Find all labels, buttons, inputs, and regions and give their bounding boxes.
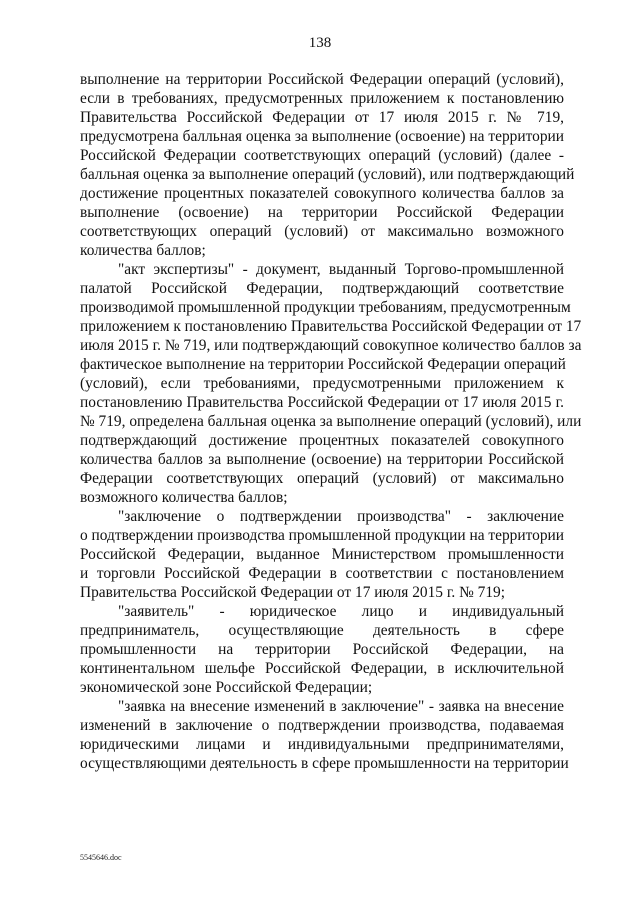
text-line: юридическими лицами и индивидуальными предпринимателями, [80, 736, 564, 753]
text-line: постановлению Правительства Российской Федерации от 17 июля 2015 г. [80, 394, 564, 411]
text-line: изменений в заключение о подтверждении производства, подаваемая [80, 717, 564, 734]
text-line: осуществляющими деятельность в сфере промышленности на территории [80, 755, 569, 772]
text-line: Федерации соответствующих операций (условий) от максимально [80, 470, 564, 487]
paragraph-akt-ekspertizy [80, 260, 582, 507]
text-line: Российской Федерации соответствующих операций (условий) (далее - [80, 147, 564, 164]
text-line: "акт экспертизы" - документ, выданный Торгово-промышленной [118, 261, 564, 278]
text-line: возможного количества баллов; [80, 489, 288, 506]
text-line: Правительства Российской Федерации от 17 июля 2015 г. № 719; [80, 584, 505, 601]
text-line: промышленности на территории Российской Федерации, на [80, 641, 564, 658]
text-line: количества баллов; [80, 242, 206, 259]
text-line: № 719, определена балльная оценка за выполнение операций (условий), или [80, 413, 582, 430]
text-line: континентальном шельфе Российской Федерации, в исключительной [80, 660, 564, 677]
text-line: предприниматель, осуществляющие деятельность в сфере [80, 622, 564, 639]
text-line: производимой промышленной продукции требованиям, предусмотренным [80, 299, 571, 316]
text-line: выполнение (освоение) на территории Российской Федерации [80, 204, 564, 221]
text-line: Правительства Российской Федерации от 17 июля 2015 г. № 719, [80, 109, 564, 126]
text-line: "заявка на внесение изменений в заключение" - заявка на внесение [118, 698, 564, 715]
text-line: "заявитель" - юридическое лицо и индивидуальный [118, 603, 564, 620]
document-body [80, 70, 582, 773]
footer-filename: 5545646.doc [80, 853, 122, 862]
text-line: экономической зоне Российской Федерации; [80, 679, 373, 696]
text-line: "заключение о подтверждении производства" - заключение [118, 508, 564, 525]
text-line: июля 2015 г. № 719, или подтверждающий совокупное количество баллов за [80, 337, 582, 354]
text-line: достижение процентных показателей совокупного количества баллов за [80, 185, 564, 202]
text-line: балльная оценка за выполнение операций (условий), или подтверждающий [80, 166, 575, 183]
text-line: фактическое выполнение на территории Российской Федерации операций [80, 356, 566, 373]
paragraph-zaklyuchenie [80, 507, 564, 602]
text-line: выполнение на территории Российской Федерации операций (условий), [80, 71, 564, 88]
text-line: если в требованиях, предусмотренных приложением к постановлению [80, 90, 564, 107]
text-line: (условий), если требованиями, предусмотренными приложением к [80, 375, 564, 392]
text-line: и торговли Российской Федерации в соответствии с постановлением [80, 565, 564, 582]
text-line: палатой Российской Федерации, подтверждающий соответствие [80, 280, 564, 297]
page-number: 138 [308, 35, 332, 51]
text-line: предусмотрена балльная оценка за выполнение (освоение) на территории [80, 128, 564, 145]
text-line: о подтверждении производства промышленной продукции на территории [80, 527, 564, 544]
text-line: соответствующих операций (условий) от максимально возможного [80, 223, 564, 240]
text-line: подтверждающий достижение процентных показателей совокупного [80, 432, 564, 449]
text-line: Российской Федерации, выданное Министерством промышленности [80, 546, 564, 563]
text-line: количества баллов за выполнение (освоение) на территории Российской [80, 451, 564, 468]
paragraph-1 [80, 70, 575, 260]
paragraph-zayavitel [80, 602, 564, 697]
text-line: приложением к постановлению Правительства Российской Федерации от 17 [80, 318, 582, 335]
paragraph-zayavka [80, 697, 569, 773]
